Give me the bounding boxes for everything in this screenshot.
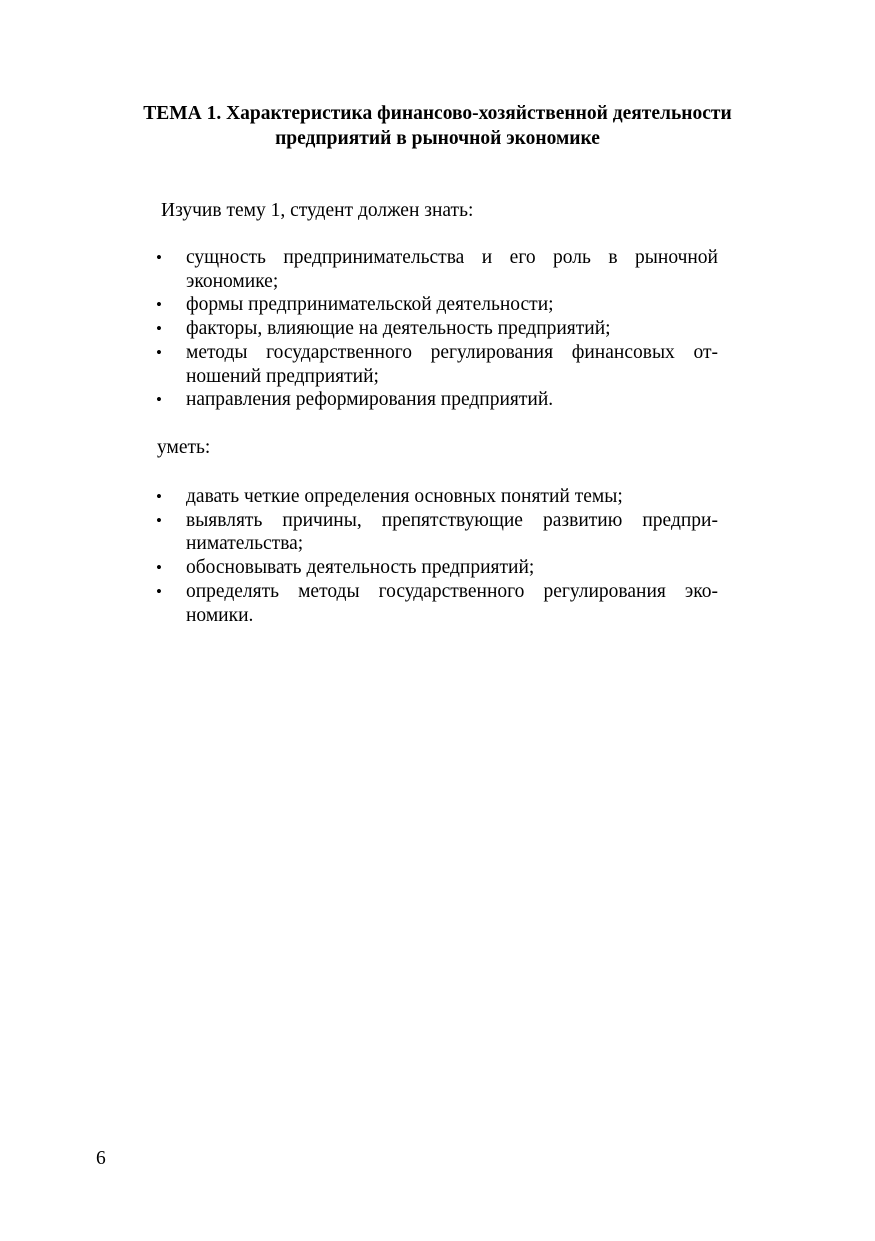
title-line-1: ТЕМА 1. Характеристика финансово-хозяйственной деятельности (143, 103, 732, 124)
bullet-icon: • (156, 390, 162, 410)
list-item-text: формы предпринимательской деятельности; (186, 294, 554, 316)
bullet-icon: • (156, 510, 162, 530)
list-item-text: выявлять причины, препятствующие развитию предпринимательства; (186, 509, 718, 555)
bullet-icon: • (156, 319, 162, 339)
list-item-text: методы государственного регулирования финансовых отношений предприятий; (186, 341, 718, 387)
list-item (155, 580, 718, 627)
list-item (155, 293, 718, 317)
bullet-icon: • (156, 342, 162, 362)
page-title (100, 101, 775, 151)
list-item-text: определять методы государственного регулирования экономики. (186, 580, 718, 626)
list-item (155, 388, 718, 412)
list-item (155, 341, 718, 388)
bullet-icon: • (156, 295, 162, 315)
bullet-icon: • (156, 558, 162, 578)
list-item-text: обосновывать деятельность предприятий; (186, 557, 535, 579)
ability-heading: уметь: (157, 437, 211, 458)
knowledge-list (155, 246, 718, 412)
list-item (155, 556, 718, 580)
list-item (155, 509, 718, 556)
bullet-icon: • (156, 487, 162, 506)
bullet-icon: • (156, 248, 162, 267)
page-number: 6 (96, 1148, 106, 1169)
bullet-icon: • (156, 581, 162, 601)
list-item-text: факторы, влияющие на деятельность предприятий; (186, 318, 611, 340)
skill-list (155, 485, 718, 627)
list-item (155, 246, 718, 293)
title-line-2: предприятий в рыночной экономике (275, 128, 600, 149)
list-item (155, 485, 718, 509)
intro-text: Изучив тему 1, студент должен знать: (161, 200, 474, 221)
list-item (155, 317, 718, 341)
list-item-text: давать четкие определения основных понятий темы; (186, 486, 623, 507)
list-item-text: направления реформирования предприятий. (186, 389, 554, 411)
list-item-text: сущность предпринимательства и его роль в рыночной экономике; (186, 247, 718, 292)
